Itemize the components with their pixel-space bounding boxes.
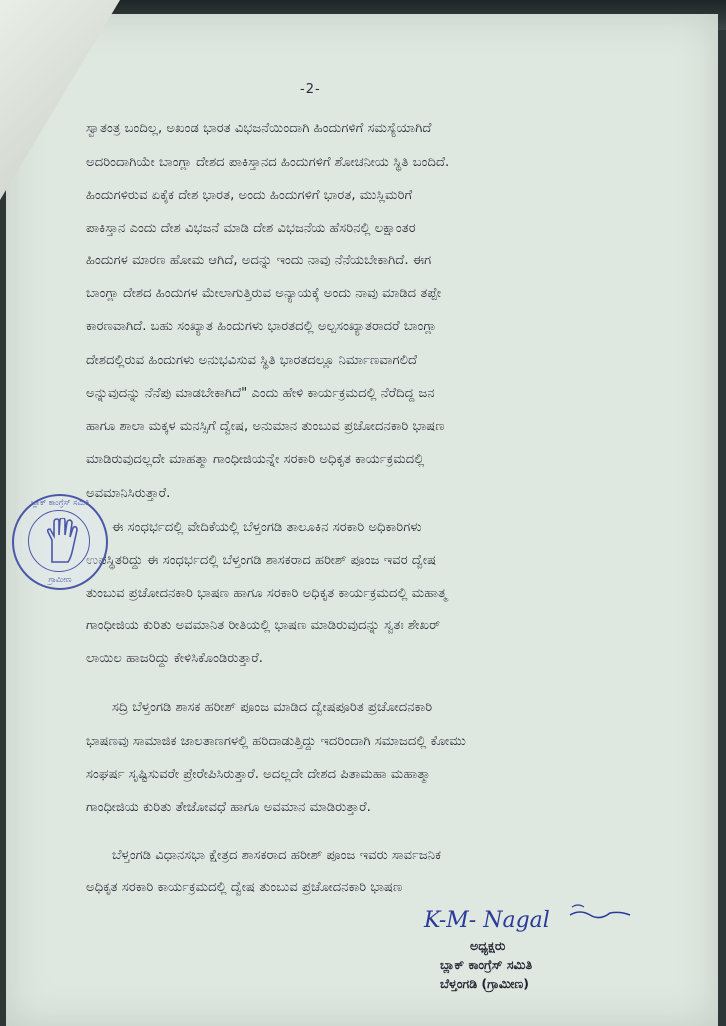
party-seal-stamp xyxy=(12,494,108,590)
signatory-organization: ಬ್ಲಾಕ್ ಕಾಂಗ್ರೆಸ್ ಸಮಿತಿ xyxy=(440,957,533,972)
text-line: ಈ ಸಂಧರ್ಭದಲ್ಲಿ ವೇದಿಕೆಯಲ್ಲಿ ಬೆಳ್ತಂಗಡಿ ತಾಲೂಕಿನ ಸರಕಾರಿ ಅಧಿಕಾರಿಗಳು xyxy=(112,520,422,535)
text-line: ಹಿಂದುಗಳ ಮಾರಣ ಹೋಮ ಆಗಿದೆ, ಅದನ್ನು ಇಂದು ನಾವು ನೆನೆಯಬೇಕಾಗಿದೆ. ಈಗ xyxy=(86,253,432,268)
text-line: ಬಾಂಗ್ಲಾ ದೇಶದ ಹಿಂದುಗಳ ಮೇಲಾಗುತ್ತಿರುವ ಅನ್ಯಾಯಕ್ಕೆ ಅಂದು ನಾವು ಮಾಡಿದ ತಪ್ಪೇ xyxy=(86,286,442,301)
text-line: ಸ್ವಾತಂತ್ರ ಬಂದಿಲ್ಲ, ಅಖಂಡ ಭಾರತ ವಿಭಜನೆಯಿಂದಾಗಿ ಹಿಂದುಗಳಿಗೆ ಸಮಸ್ಯೆಯಾಗಿದೆ xyxy=(86,121,432,136)
signature xyxy=(420,897,640,941)
text-line: ತುಂಬುವ ಪ್ರಚೋದನಕಾರಿ ಭಾಷಣ ಹಾಗೂ ಸರಕಾರಿ ಅಧಿಕೃತ ಕಾರ್ಯಕ್ರಮದಲ್ಲಿ ಮಹಾತ್ಮ xyxy=(86,586,447,601)
text-line: ಅವಮಾನಿಸಿರುತ್ತಾರೆ. xyxy=(86,486,171,501)
text-line: ಮಾಡಿರುವುದಲ್ಲದೇ ಮಾಹತ್ಮಾ ಗಾಂಧೀಜಿಯನ್ನೇ ಸರಕಾರಿ ಅಧಿಕೃತ ಕಾರ್ಯಕ್ರಮದಲ್ಲಿ xyxy=(86,452,425,467)
signatory-title: ಅಧ್ಯಕ್ಷರು xyxy=(470,938,506,953)
text-line: ಅಧಿಕೃತ ಸರಕಾರಿ ಕಾರ್ಯಕ್ರಮದಲ್ಲಿ ದ್ವೇಷ ತುಂಬುವ ಪ್ರಚೋದನಕಾರಿ ಭಾಷಣ xyxy=(86,880,403,895)
text-line: ಅನ್ನುವುದನ್ನು ನೆನೆಪು ಮಾಡಬೇಕಾಗಿದೆ" ಎಂದು ಹೇಳಿ ಕಾರ್ಯಕ್ರಮದಲ್ಲಿ ನೆರೆದಿದ್ದ ಜನ xyxy=(86,386,435,401)
text-line: ಲಾಯಿಲ ಹಾಜರಿದ್ದು ಕೇಳಿಸಿಕೊಂಡಿರುತ್ತಾರೆ. xyxy=(86,651,263,666)
text-line: ಕಾರಣವಾಗಿದೆ. ಬಹು ಸಂಖ್ಯಾತ ಹಿಂದುಗಳು ಭಾರತದಲ್ಲಿ ಅಲ್ಪಸಂಖ್ಯಾತರಾದರೆ ಬಾಂಗ್ಲಾ xyxy=(86,319,437,334)
text-line: ಹಾಗೂ ಶಾಲಾ ಮಕ್ಕಳ ಮನಸ್ಸಿಗೆ ದ್ವೇಷ, ಅನುಮಾನ ತುಂಬುವ ಪ್ರಚೋದನಕಾರಿ ಭಾಷಣ xyxy=(86,419,445,434)
text-line: ಉಪಸ್ಥಿತರಿದ್ದು ಈ ಸಂಧರ್ಭದಲ್ಲಿ ಬೆಳ್ತಂಗಡಿ ಶಾಸಕರಾದ ಹರೀಶ್ ಪೂಂಜ ಇವರ ದ್ವೇಷ xyxy=(86,553,437,568)
text-line: ಬೆಳ್ತಂಗಡಿ ವಿಧಾನಸಭಾ ಕ್ಷೇತ್ರದ ಶಾಸಕರಾದ ಹರೀಶ್ ಪೂಂಜ ಇವರು ಸಾರ್ವಜನಿಕ xyxy=(112,848,442,863)
text-line: ಗಾಂಧೀಜಿಯ ಕುರಿತು ತೇಜೋವಧೆ ಹಾಗೂ ಅವಮಾನ ಮಾಡಿರುತ್ತಾರೆ. xyxy=(86,800,371,815)
text-line: ಅದರಿಂದಾಗಿಯೇ ಬಾಂಗ್ಲಾ ದೇಶದ ಪಾಕಿಸ್ತಾನದ ಹಿಂದುಗಳಿಗೆ ಶೋಚನೀಯ ಸ್ಥಿತಿ ಬಂದಿದೆ. xyxy=(86,155,450,170)
page-number: -2- xyxy=(300,82,321,97)
text-line: ಪಾಕಿಸ್ತಾನ ಎಂದು ದೇಶ ವಿಭಜನೆ ಮಾಡಿ ದೇಶ ವಿಭಜನೆಯ ಹೆಸರಿನಲ್ಲಿ ಲಕ್ಷಾಂತರ xyxy=(86,221,416,236)
hand-symbol-icon xyxy=(40,518,80,564)
stamp-top-text: ಬ್ಲಾಕ್ ಕಾಂಗ್ರೆಸ್ ಸಮಿತಿ xyxy=(30,498,90,507)
text-line: ಹಿಂದುಗಳಿರುವ ಏಕೈಕ ದೇಶ ಭಾರತ, ಅಂದು ಹಿಂದುಗಳಿಗೆ ಭಾರತ, ಮುಸ್ಲಿಮರಿಗೆ xyxy=(86,188,413,203)
text-line: ಭಾಷಣವು ಸಾಮಾಜಿಕ ಜಾಲತಾಣಗಳಲ್ಲಿ ಹರಿದಾಡುತ್ತಿದ್ದು ಇದರಿಂದಾಗಿ ಸಮಾಜದಲ್ಲಿ ಕೋಮು xyxy=(86,734,466,749)
text-line: ದೇಶದಲ್ಲಿರುವ ಹಿಂದುಗಳು ಅನುಭವಿಸುವ ಸ್ಥಿತಿ ಭಾರತದಲ್ಲೂ ನಿರ್ಮಾಣವಾಗಲಿದೆ xyxy=(86,353,418,368)
signatory-place: ಬೆಳ್ತಂಗಡಿ (ಗ್ರಾಮೀಣ) xyxy=(440,976,529,991)
text-line: ಸದ್ರಿ ಬೆಳ್ತಂಗಡಿ ಶಾಸಕ ಹರೀಶ್ ಪೂಂಜ ಮಾಡಿದ ದ್ವೇಷಪೂರಿತ ಪ್ರಚೋದನಕಾರಿ xyxy=(112,700,433,715)
signature-text: K-M- Nagal xyxy=(424,908,550,933)
stamp-bottom-text: ಗ್ರಾಮೀಣ xyxy=(48,575,72,584)
text-line: ಗಾಂಧೀಜಿಯ ಕುರಿತು ಅವಮಾನಿತ ರೀತಿಯಲ್ಲಿ ಭಾಷಣ ಮಾಡಿರುವುದನ್ನು ಸ್ವತಃ ಶೇಖರ್ xyxy=(86,618,441,633)
text-line: ಸಂಘರ್ಷ ಸೃಷ್ಟಿಸುವರೇ ಪ್ರೇರೇಪಿಸಿರುತ್ತಾರೆ. ಅದಲ್ಲದೇ ದೇಶದ ಪಿತಾಮಹಾ ಮಹಾತ್ಮಾ xyxy=(86,767,431,782)
